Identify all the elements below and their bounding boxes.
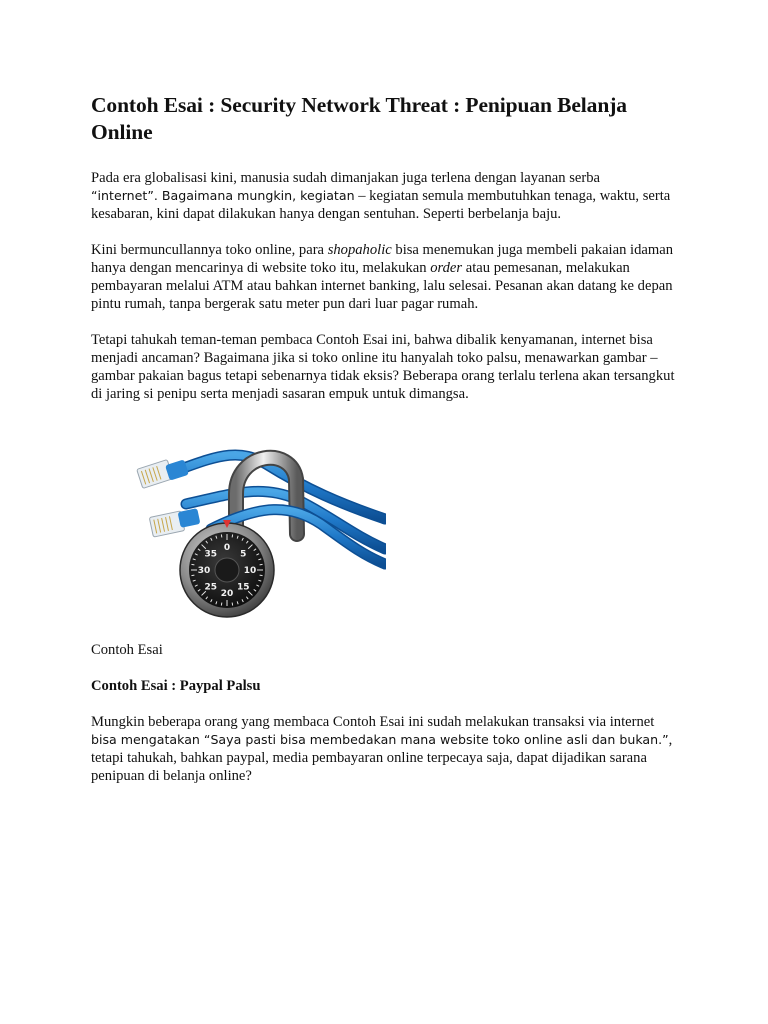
dial-number: 5 [240,549,247,560]
essay-title: Contoh Esai : Security Network Threat : Penipuan Belanja Online [91,93,627,144]
document-body [91,92,681,785]
paypal-text-a: Mungkin beberapa orang yang membaca Contoh Esai ini sudah melakukan transaksi via internet [91,714,655,730]
dial-number: 25 [204,582,218,593]
paypal-text-c: , tetapi tahukah, bahkan paypal, media pembayaran online terpecaya saja, dapat dijadikan sarana penipuan di belanja online? [91,732,673,784]
shops-text-a: Kini bermuncullannya toko online, para [91,242,328,258]
intro-text-a: Pada era globalisasi kini, manusia sudah dimanjakan juga terlena dengan layanan serba [91,170,600,186]
intro-text-c: – kegiatan semula membutuhkan tenaga, waktu, serta kesabaran, kini dapat dilakukan hanya dengan sentuhan. Seperti berbelanja baju. [91,188,671,222]
paragraph-online-shops [91,241,681,313]
shops-text-c: bisa menemukan juga membeli pakaian idaman hanya dengan mencarinya di website toko itu, melakukan [91,242,673,276]
padlock-with-network-cables-icon [91,424,386,625]
dial-number: 15 [236,582,250,593]
image-caption: Contoh Esai [91,642,163,658]
intro-text-b: “internet”. Bagaimana mungkin, kegiatan [91,188,355,203]
shops-text-shopaholic: shopaholic [327,242,392,258]
dial-number: 10 [243,566,257,576]
paragraph-threat: Tetapi tahukah teman-teman pembaca Contoh Esai ini, bahwa dibalik kenyamanan, internet bisa menjadi ancaman? Bagaimana jika si toko online itu hanyalah toko palsu, menawarkan gambar – gambar pakaian bagus tetapi sebenarnya tidak eksis? Beberapa orang terlalu terlena akan tersangkut di jaring si penipu serta menjadi sasaran empuk untuk dimangsa. [91,332,675,402]
dial-number: 30 [197,566,211,576]
paypal-text-b: bisa mengatakan “Saya pasti bisa membedakan mana website toko online asli dan bukan.” [91,732,669,747]
dial-number: 35 [204,549,218,560]
section-heading: Contoh Esai : Paypal Palsu [91,678,261,694]
shops-text-order: order [430,260,463,276]
paragraph-intro [91,169,681,223]
dial-number: 0 [223,543,231,553]
paragraph-paypal [91,713,681,785]
dial-number: 20 [220,589,234,599]
padlock-cable-image [91,424,386,625]
shops-text-e: atau pemesanan, melakukan pembayaran melalui ATM atau bahkan internet banking, lalu selesai. Pesanan akan datang ke depan pintu rumah, tanpa bergerak satu meter pun dari luar pagar rumah. [91,260,673,312]
